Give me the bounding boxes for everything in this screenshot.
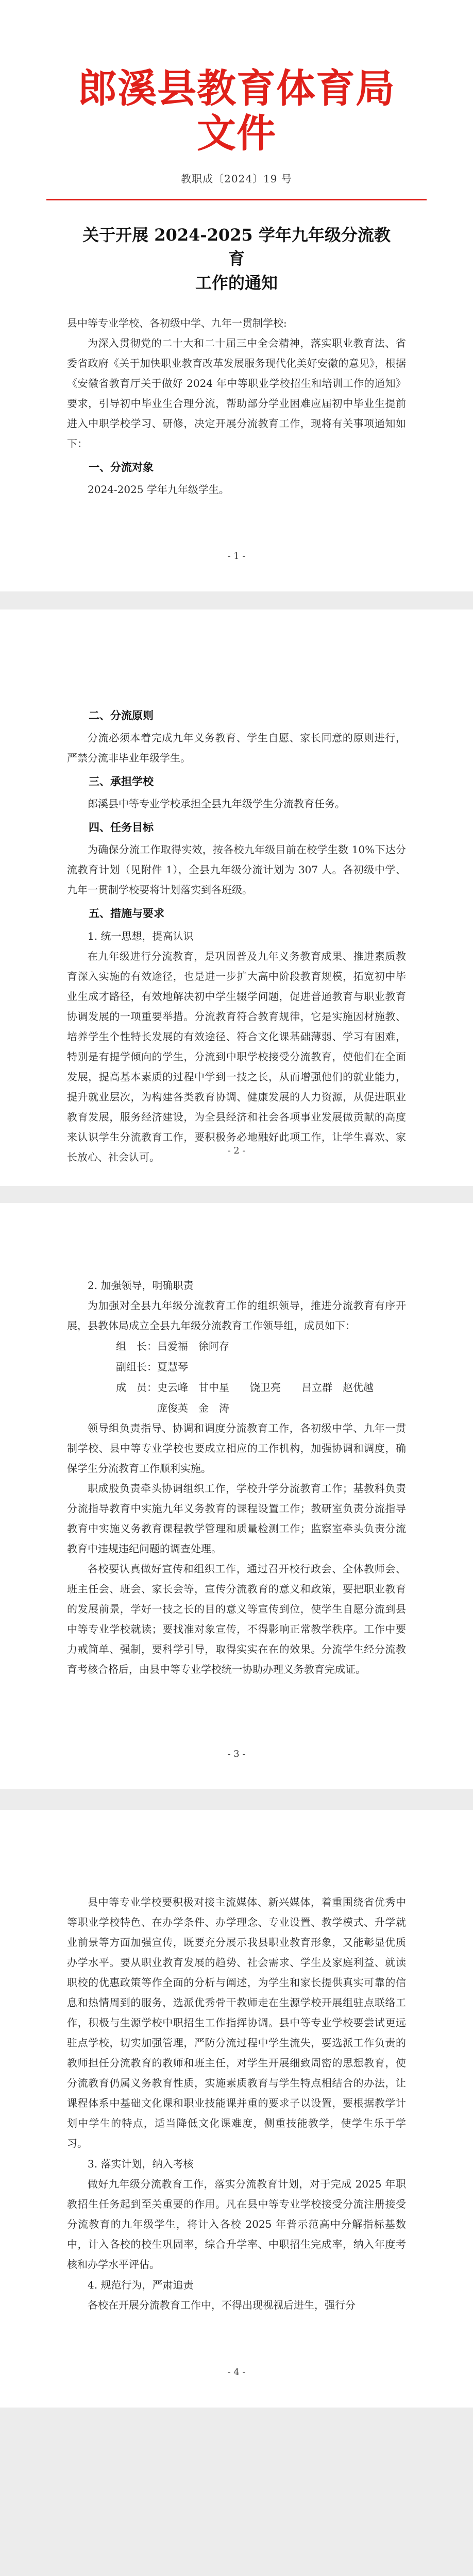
measure-2-heading: 2. 加强领导，明确职责 bbox=[88, 1279, 194, 1292]
leader-group-members-2: 庞俊英 金 涛 bbox=[116, 1402, 229, 1414]
page-number: - 2 - bbox=[227, 1145, 246, 1156]
document-page-1 bbox=[0, 0, 473, 591]
addressee: 县中等专业学校、各初级中学、九年一贯制学校: bbox=[67, 316, 287, 329]
measure-4-text: 各校在开展分流教育工作中，不得出现视视后进生，强行分 bbox=[88, 2299, 356, 2311]
page-number: - 4 - bbox=[227, 2367, 246, 2378]
measure-2-text-3: 职成股负责牵头协调组织工作，学校升学分流教育工作；基教科负责分流指导教育中实施九年义务教育的课程设置工作；教研室负责分流指导教育中实施义务教育课程教学管理和质量检测工作；监察室牵头负责分流教育中违规违纪问题的调查处理。 bbox=[67, 1482, 406, 1555]
document-page-3 bbox=[0, 1203, 473, 1789]
measure-2-text-5: 县中等专业学校要积极对接主流媒体、新兴媒体，着重围绕省优秀中等职业学校特色、在办学条件、办学理念、专业设置、教学模式、升学就业前景等方面加强宣传，既要充分展示我县职业教育形象，又能彰显优质办学水平。要从职业教育发展的趋势、社会需求、学生及家庭利益、就读职校的优惠政策等作全面的分析与阐述，为学生和家长提供真实可靠的信息和热情周到的服务，选派优秀骨干教师走在生源学校开展组驻点联络工作，积极与生源学校中职招生工作指挥协调。县中等专业学校要尝试更远驻点学校，切实加强管理，严防分流过程中学生流失，要选派工作负责的教师担任分流教育的教师和班主任，对学生开展细致周密的思想教育，使分流教育仍属义务教育性质，实施素质教育与学生特点相结合的办法，让课程体系中基础文化课和职业技能课并重的要求子以设置，要根据教学计划中学生的特点，适当降低文化课难度，侧重技能教学，使学生乐于学习。 bbox=[67, 1896, 406, 2149]
section-3-text: 郎溪县中等专业学校承担全县九年级学生分流教育任务。 bbox=[88, 798, 345, 810]
section-4-text: 为确保分流工作取得实效，按各校九年级目前在校学生数 10%下达分流教育计划（见附件 1），全县九年级分流计划为 307 人。各初级中学、九年一贯制学校要将计划落实到各班级。 bbox=[67, 843, 406, 896]
measure-2-text-4: 各校要认真做好宣传和组织工作，通过召开校行政会、全体教师会、班主任会、班会、家长会等，宣传分流教育的意义和政策，要把职业教育的发展前景，学好一技之长的目的意义等宣传到位，使学生自愿分流到县中等专业学校就读；要找准对象宣传，不得影响正常教学秩序。工作中要力戒简单、强制，要科学引导，取得实实在在的效果。分流学生经分流教育考核合格后，由县中等专业学校统一协助办理义务教育完成证。 bbox=[67, 1563, 406, 1675]
measure-3-heading: 3. 落实计划，纳入考核 bbox=[88, 2158, 194, 2170]
leader-group-leader: 组 长：吕爱福 徐阿存 bbox=[116, 1340, 229, 1352]
section-5-heading: 五、措施与要求 bbox=[89, 907, 164, 920]
document-page-2 bbox=[0, 609, 473, 1186]
org-header-title: 郎溪县教育体育局文件 bbox=[78, 65, 395, 157]
section-1-heading: 一、分流对象 bbox=[89, 461, 154, 473]
document-page-4 bbox=[0, 1810, 473, 2408]
measure-4-heading: 4. 规范行为，严肃追责 bbox=[88, 2279, 194, 2291]
section-1-text: 2024-2025 学年九年级学生。 bbox=[88, 483, 229, 496]
title-line-2: 工作的通知 bbox=[195, 273, 278, 293]
document-number: 教职成〔2024〕19 号 bbox=[181, 172, 292, 185]
leader-group-members-1: 成 员：史云峰 甘中星 饶卫亮 吕立群 赵优越 bbox=[116, 1381, 374, 1394]
title-line-1: 关于开展 2024-2025 学年九年级分流教育 bbox=[82, 225, 391, 269]
document-title bbox=[77, 223, 396, 295]
measure-3-text: 做好九年级分流教育工作，落实分流教育计划，对于完成 2025 年职教招生任务起到至关重要的作用。凡在县中等专业学校接受分流注册接受分流教育的九年级学生，将计入各校 2025 年普示范高中分解指标基数中，计入各校的校生巩固率，综合升学率、中职招生完成率，纳入年度考核和办学水平评估。 bbox=[67, 2178, 406, 2270]
section-2-heading: 二、分流原则 bbox=[89, 709, 154, 722]
measure-1-heading: 1. 统一思想，提高认识 bbox=[88, 930, 194, 942]
section-2-text: 分流必须本着完成九年义务教育、学生自愿、家长同意的原则进行，严禁分流非毕业年级学生。 bbox=[67, 732, 406, 764]
red-divider-rule bbox=[46, 199, 427, 200]
measure-2-text-2: 领导组负责指导、协调和调度分流教育工作，各初级中学、九年一贯制学校、县中等专业学校也要成立相应的工作机构，加强协调和调度，确保学生分流教育工作顺利实施。 bbox=[67, 1422, 406, 1475]
section-4-heading: 四、任务目标 bbox=[89, 821, 154, 834]
measure-1-text: 在九年级进行分流教育，是巩固普及九年义务教育成果、推进素质教育深入实施的有效途径，也是进一步扩大高中阶段教育规模，拓宽初中毕业生成才路径，有效地解决初中学生辍学问题，促进普通教育与职业教育协调发展的一项重要举措。分流教育符合教育规律，它是实施因材施教、培养学生个性特长发展的有效途径、符合文化课基础薄弱、学习有困难，特别是有提学倾向的学生，分流到中职学校接受分流教育，使他们在全面发展，提高基本素质的过程中学到一技之长，从而增强他们的就业能力，提升就业层次，为构建各类教育协调、健康发展的人力资源，从促进职业教育发展，服务经济建设，为全县经济和社会各项事业发展做贡献的高度来认识学生分流教育工作，要积极务必地融好此项工作，让学生喜欢、家长放心、社会认可。 bbox=[67, 950, 406, 1163]
measure-2-text: 为加强对全县九年级分流教育工作的组织领导，推进分流教育有序开展，县教体局成立全县九年级分流教育工作领导组，成员如下： bbox=[67, 1299, 406, 1332]
leader-group-deputy: 副组长：夏慧琴 bbox=[116, 1361, 188, 1373]
intro-paragraph: 为深入贯彻党的二十大和二十届三中全会精神，落实职业教育法、省委省政府《关于加快职业教育改革发展服务现代化美好安徽的意见》，根据《安徽省教育厅关于做好 2024 年中等职业学校招生和培训工作的通知》要求，引导初中毕业生合理分流，帮助部分学业困难应届初中毕业生提前进入中职学校学习、研修，决定开展分流教育工作，现将有关事项通知如下： bbox=[67, 336, 406, 450]
page-number: - 1 - bbox=[227, 551, 246, 562]
section-3-heading: 三、承担学校 bbox=[89, 775, 154, 788]
page-number: - 3 - bbox=[227, 1749, 246, 1759]
